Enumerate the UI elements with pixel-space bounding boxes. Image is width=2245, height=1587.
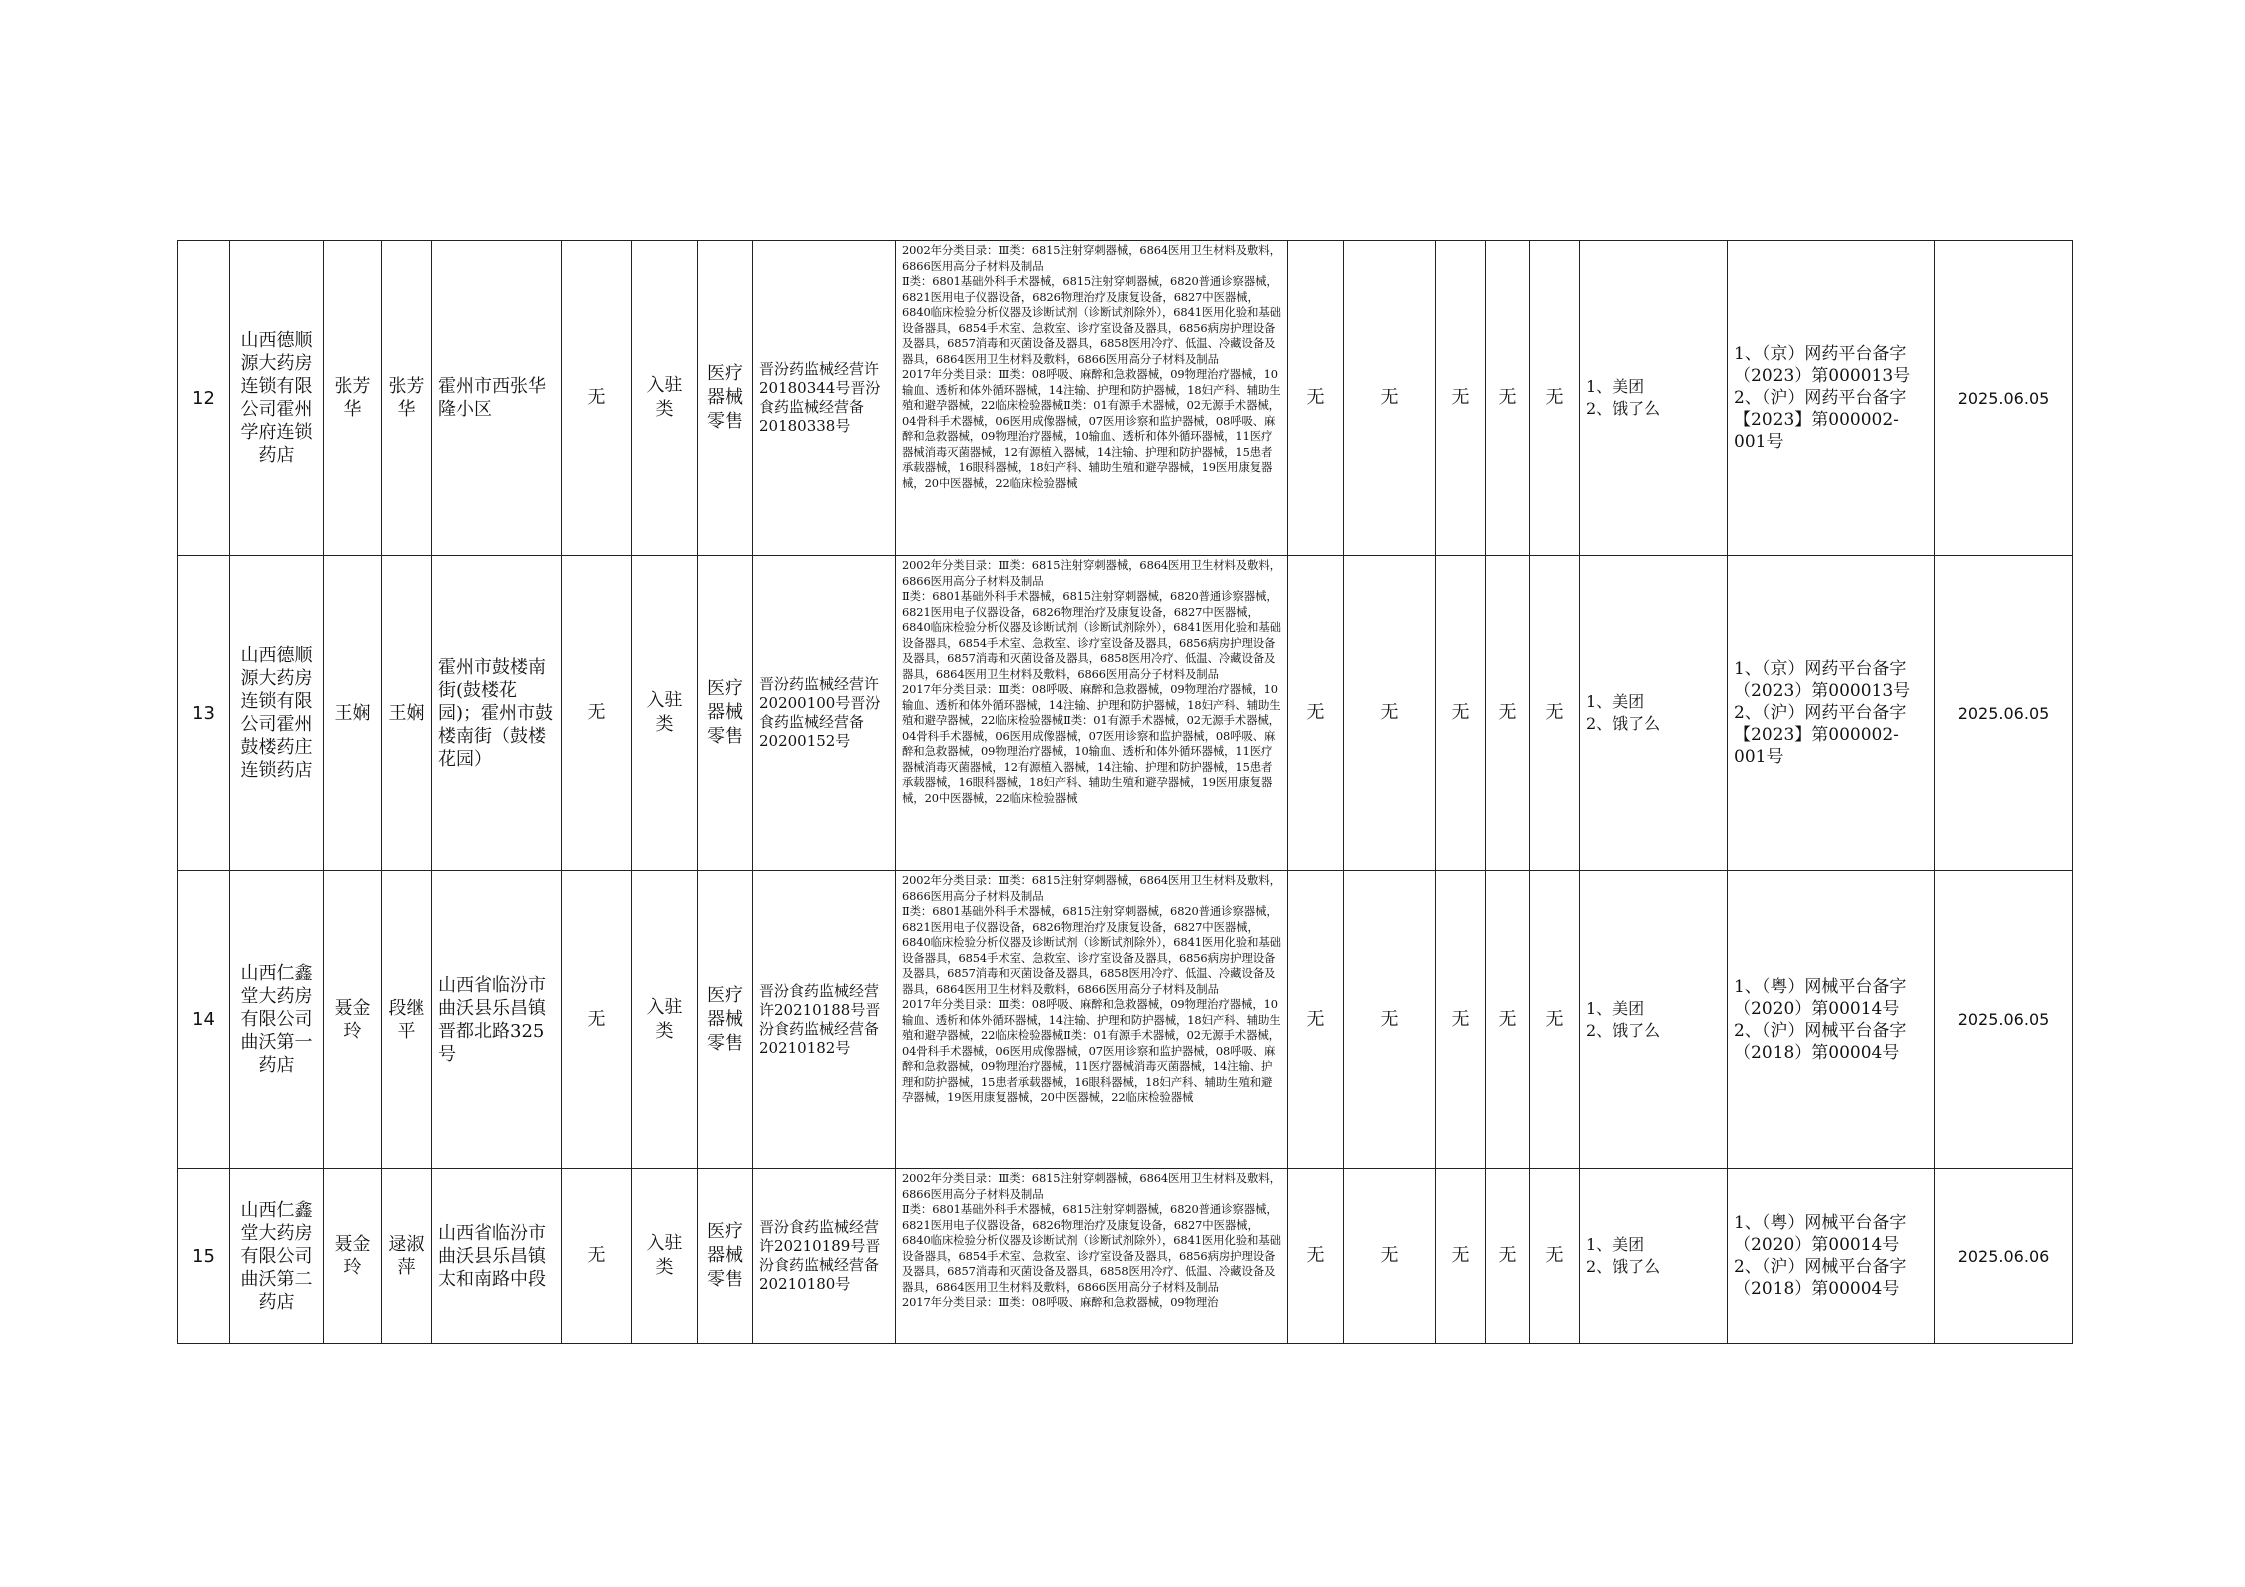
warehouse-address-text: 无: [587, 387, 606, 408]
business-scope-text: 2002年分类目录：Ⅲ类：6815注射穿刺器械，6864医用卫生材料及敷料，6866医用高分子材料及制品 Ⅱ类：6801基础外科手术器械，6815注射穿刺器械，6820普通诊察器械，6821医用电子仪器设备，6826物理治疗及康复设备，6827中医器械，6840临床检验分析仪器及诊断试剂（诊断试剂除外），6841医用化验和基础设备器具，6854手术室、急救室、诊疗室设备及器具，6856病房护理设备及器具，6857消毒和灭菌设备及器具，6858医用冷疗、低温、冷藏设备及器具，6864医用卫生材料及敷料，6866医用高分子材料及制品 2017年分类目录：Ⅲ类：08呼吸、麻醉和急救器械，09物理治疗器械，10输血、透析和体外循环器械，14注输、护理和防护器械，18妇产科、辅助生殖和避孕器械，22临床检验器械Ⅱ类：01有源手术器械，02无源手术器械，04骨科手术器械，06医用成像器械，07医用诊察和监护器械，08呼吸、麻醉和急救器械，09物理治疗器械，10输血、透析和体外循环器械，11医疗器械消毒灭菌器械，12有源植入器械，14注输、护理和防护器械，15患者承载器械，16眼科器械，18妇产科、辅助生殖和避孕器械，19医用康复器械，20中医器械，22临床检验器械: [902, 558, 1281, 805]
business-address: [432, 556, 562, 871]
entry-category-text: 入驻类: [646, 375, 683, 420]
license-number-text: 晋汾食药监械经营许20210189号晋汾食药监械经营备20210180号: [759, 1218, 881, 1293]
warehouse-address: [562, 556, 632, 871]
business-scope-text: 2002年分类目录：Ⅲ类：6815注射穿刺器械，6864医用卫生材料及敷料，6866医用高分子材料及制品 Ⅱ类：6801基础外科手术器械，6815注射穿刺器械，6820普通诊察器械，6821医用电子仪器设备，6826物理治疗及康复设备，6827中医器械，6840临床检验分析仪器及诊断试剂（诊断试剂除外），6841医用化验和基础设备器具，6854手术室、急救室、诊疗室设备及器具，6856病房护理设备及器具，6857消毒和灭菌设备及器具，6858医用冷疗、低温、冷藏设备及器具，6864医用卫生材料及敷料，6866医用高分子材料及制品 2017年分类目录：Ⅲ类：08呼吸、麻醉和急救器械，09物理治: [902, 1171, 1281, 1309]
field-c-text: 无: [1451, 387, 1470, 408]
field-d-text: 无: [1498, 1008, 1517, 1030]
person-in-charge: [382, 556, 432, 871]
platform-record-number: [1728, 1169, 1935, 1344]
field-e: [1530, 556, 1580, 871]
company-name: [230, 556, 324, 871]
field-d-text: 无: [1498, 702, 1517, 723]
field-c-text: 无: [1451, 1245, 1470, 1266]
legal-representative: [324, 241, 382, 556]
license-number-text: 晋汾食药监械经营许20210188号晋汾食药监械经营备20210182号: [759, 981, 881, 1057]
registration-date-text: 2025.06.06: [1957, 1246, 2050, 1266]
row-number-text: 15: [192, 1245, 215, 1267]
person-in-charge-text: 王娴: [388, 702, 425, 724]
field-a: [1288, 1169, 1344, 1344]
row-number-text: 14: [192, 1009, 215, 1030]
platform-record-number: [1728, 556, 1935, 871]
legal-representative-text: 聂金玲: [334, 997, 371, 1042]
field-a-text: 无: [1306, 1008, 1325, 1030]
platform-list-text: 1、美团 2、饿了么: [1586, 692, 1661, 733]
row-number: [178, 1169, 230, 1344]
field-c: [1436, 1169, 1486, 1344]
warehouse-address: [562, 1169, 632, 1344]
business-type-text: 医疗器械零售: [707, 678, 743, 747]
field-e: [1530, 1169, 1580, 1344]
legal-representative-text: 张芳华: [334, 376, 371, 420]
license-number: [753, 241, 896, 556]
person-in-charge: [382, 871, 432, 1169]
entry-category-text: 入驻类: [646, 690, 683, 735]
field-a-text: 无: [1306, 387, 1325, 408]
license-number-text: 晋汾药监械经营许20180344号晋汾食药监械经营备20180338号: [759, 360, 881, 435]
business-scope: [896, 871, 1288, 1169]
business-type-text: 医疗器械零售: [707, 1221, 743, 1290]
platform-record-number: [1728, 871, 1935, 1169]
row-number: [178, 871, 230, 1169]
business-type: [698, 871, 753, 1169]
warehouse-address-text: 无: [587, 1245, 606, 1266]
business-address-text: 霍州市鼓楼南街(鼓楼花园)；霍州市鼓楼南街（鼓楼花园）: [438, 656, 554, 770]
field-e: [1530, 871, 1580, 1169]
field-a: [1288, 871, 1344, 1169]
field-e: [1530, 241, 1580, 556]
field-d: [1486, 1169, 1530, 1344]
license-number: [753, 871, 896, 1169]
business-type-text: 医疗器械零售: [707, 363, 743, 432]
field-b-text: 无: [1380, 1245, 1399, 1266]
business-scope-text: 2002年分类目录：Ⅲ类：6815注射穿刺器械，6864医用卫生材料及敷料，6866医用高分子材料及制品 Ⅱ类：6801基础外科手术器械，6815注射穿刺器械，6820普通诊察器械，6821医用电子仪器设备，6826物理治疗及康复设备，6827中医器械，6840临床检验分析仪器及诊断试剂（诊断试剂除外），6841医用化验和基础设备器具，6854手术室、急救室、诊疗室设备及器具，6856病房护理设备及器具，6857消毒和灭菌设备及器具，6858医用冷疗、低温、冷藏设备及器具，6864医用卫生材料及敷料，6866医用高分子材料及制品 2017年分类目录：Ⅲ类：08呼吸、麻醉和急救器械，09物理治疗器械，10输血、透析和体外循环器械，14注输、护理和防护器械，18妇产科、辅助生殖和避孕器械，22临床检验器械Ⅱ类：01有源手术器械，02无源手术器械，04骨科手术器械，06医用成像器械，07医用诊察和监护器械，08呼吸、麻醉和急救器械，09物理治疗器械，11医疗器械消毒灭菌器械，14注输、护理和防护器械，15患者承载器械，16眼科器械，18妇产科、辅助生殖和避孕器械，19医用康复器械，20中医器械，22临床检验器械: [902, 873, 1281, 1104]
field-d: [1486, 241, 1530, 556]
field-d-text: 无: [1498, 387, 1517, 408]
person-in-charge: [382, 1169, 432, 1344]
field-b-text: 无: [1380, 702, 1399, 723]
platform-record-number-text: 1、（京）网药平台备字（2023）第000013号 2、（沪）网药平台备字【2023】第000002-001号: [1734, 344, 1911, 452]
legal-representative: [324, 1169, 382, 1344]
business-address-text: 山西省临汾市曲沃县乐昌镇晋都北路325号: [438, 974, 546, 1065]
table-row: [178, 871, 2073, 1169]
platform-list: [1580, 556, 1728, 871]
field-a-text: 无: [1306, 1245, 1325, 1266]
table-row: [178, 241, 2073, 556]
field-a: [1288, 241, 1344, 556]
registration-date: [1935, 241, 2073, 556]
registration-table: [177, 240, 2073, 1344]
platform-list: [1580, 241, 1728, 556]
field-d: [1486, 871, 1530, 1169]
entry-category: [632, 1169, 698, 1344]
field-b-text: 无: [1380, 1008, 1399, 1030]
business-type-text: 医疗器械零售: [707, 984, 743, 1054]
registration-date-text: 2025.06.05: [1957, 388, 2050, 408]
legal-representative: [324, 871, 382, 1169]
business-scope: [896, 556, 1288, 871]
platform-record-number: [1728, 241, 1935, 556]
business-scope: [896, 241, 1288, 556]
warehouse-address: [562, 241, 632, 556]
field-c-text: 无: [1451, 702, 1470, 723]
field-b: [1344, 241, 1436, 556]
platform-record-number-text: 1、（粤）网械平台备字（2020）第00014号 2、（沪）网械平台备字（2018）第00004号: [1734, 1213, 1907, 1299]
company-name-text: 山西仁鑫堂大药房有限公司曲沃第一药店: [240, 963, 313, 1076]
platform-list-text: 1、美团 2、饿了么: [1586, 1235, 1661, 1276]
field-d-text: 无: [1498, 1245, 1517, 1266]
platform-record-number-text: 1、（京）网药平台备字（2023）第000013号 2、（沪）网药平台备字【2023】第000002-001号: [1734, 659, 1911, 767]
license-number-text: 晋汾药监械经营许20200100号晋汾食药监械经营备20200152号: [759, 675, 881, 750]
platform-list-text: 1、美团 2、饿了么: [1586, 998, 1661, 1040]
license-number: [753, 556, 896, 871]
warehouse-address-text: 无: [587, 1008, 606, 1030]
registration-date: [1935, 871, 2073, 1169]
field-a: [1288, 556, 1344, 871]
person-in-charge: [382, 241, 432, 556]
warehouse-address: [562, 871, 632, 1169]
registration-date: [1935, 1169, 2073, 1344]
entry-category-text: 入驻类: [646, 996, 683, 1042]
row-number-text: 13: [192, 702, 215, 724]
registration-date-text: 2025.06.05: [1957, 1010, 2050, 1029]
table-row: [178, 556, 2073, 871]
entry-category-text: 入驻类: [646, 1233, 683, 1278]
field-e-text: 无: [1545, 702, 1564, 723]
field-c-text: 无: [1451, 1008, 1470, 1030]
field-e-text: 无: [1545, 1008, 1564, 1030]
table-body: [178, 241, 2073, 1344]
company-name: [230, 871, 324, 1169]
company-name: [230, 241, 324, 556]
business-address-text: 山西省临汾市曲沃县乐昌镇太和南路中段: [438, 1222, 546, 1290]
person-in-charge-text: 逯淑萍: [388, 1234, 425, 1278]
company-name-text: 山西德顺源大药房连锁有限公司霍州学府连锁药店: [240, 330, 313, 466]
field-b: [1344, 871, 1436, 1169]
person-in-charge-text: 张芳华: [388, 376, 425, 420]
business-type: [698, 556, 753, 871]
entry-category: [632, 556, 698, 871]
business-type: [698, 1169, 753, 1344]
field-b-text: 无: [1380, 387, 1399, 408]
business-scope-text: 2002年分类目录：Ⅲ类：6815注射穿刺器械，6864医用卫生材料及敷料，6866医用高分子材料及制品 Ⅱ类：6801基础外科手术器械，6815注射穿刺器械，6820普通诊察器械，6821医用电子仪器设备，6826物理治疗及康复设备，6827中医器械，6840临床检验分析仪器及诊断试剂（诊断试剂除外），6841医用化验和基础设备器具，6854手术室、急救室、诊疗室设备及器具，6856病房护理设备及器具，6857消毒和灭菌设备及器具，6858医用冷疗、低温、冷藏设备及器具，6864医用卫生材料及敷料，6866医用高分子材料及制品 2017年分类目录：Ⅲ类：08呼吸、麻醉和急救器械，09物理治疗器械，10输血、透析和体外循环器械，14注输、护理和防护器械，18妇产科、辅助生殖和避孕器械，22临床检验器械Ⅱ类：01有源手术器械，02无源手术器械，04骨科手术器械，06医用成像器械，07医用诊察和监护器械，08呼吸、麻醉和急救器械，09物理治疗器械，10输血、透析和体外循环器械，11医疗器械消毒灭菌器械，12有源植入器械，14注输、护理和防护器械，15患者承载器械，16眼科器械，18妇产科、辅助生殖和避孕器械，19医用康复器械，20中医器械，22临床检验器械: [902, 243, 1281, 490]
company-name-text: 山西仁鑫堂大药房有限公司曲沃第二药店: [240, 1199, 313, 1313]
warehouse-address-text: 无: [587, 702, 606, 723]
registration-date-text: 2025.06.05: [1957, 703, 2050, 723]
row-number: [178, 556, 230, 871]
field-c: [1436, 871, 1486, 1169]
field-b: [1344, 1169, 1436, 1344]
license-number: [753, 1169, 896, 1344]
company-name-text: 山西德顺源大药房连锁有限公司霍州鼓楼药庄连锁药店: [240, 645, 313, 781]
platform-list: [1580, 1169, 1728, 1344]
field-e-text: 无: [1545, 387, 1564, 408]
business-address: [432, 871, 562, 1169]
field-d: [1486, 556, 1530, 871]
platform-list: [1580, 871, 1728, 1169]
legal-representative-text: 王娴: [334, 702, 371, 724]
table-row: [178, 1169, 2073, 1344]
business-address: [432, 241, 562, 556]
business-address-text: 霍州市西张华隆小区: [438, 376, 546, 420]
business-scope: [896, 1169, 1288, 1344]
field-c: [1436, 241, 1486, 556]
platform-list-text: 1、美团 2、饿了么: [1586, 377, 1661, 418]
entry-category: [632, 871, 698, 1169]
legal-representative: [324, 556, 382, 871]
entry-category: [632, 241, 698, 556]
legal-representative-text: 聂金玲: [334, 1234, 371, 1278]
registration-date: [1935, 556, 2073, 871]
company-name: [230, 1169, 324, 1344]
row-number: [178, 241, 230, 556]
business-type: [698, 241, 753, 556]
field-e-text: 无: [1545, 1245, 1564, 1266]
field-b: [1344, 556, 1436, 871]
field-c: [1436, 556, 1486, 871]
field-a-text: 无: [1306, 702, 1325, 723]
row-number-text: 12: [192, 387, 215, 409]
platform-record-number-text: 1、（粤）网械平台备字（2020）第00014号 2、（沪）网械平台备字（2018）第00004号: [1734, 976, 1907, 1063]
person-in-charge-text: 段继平: [388, 997, 425, 1042]
business-address: [432, 1169, 562, 1344]
